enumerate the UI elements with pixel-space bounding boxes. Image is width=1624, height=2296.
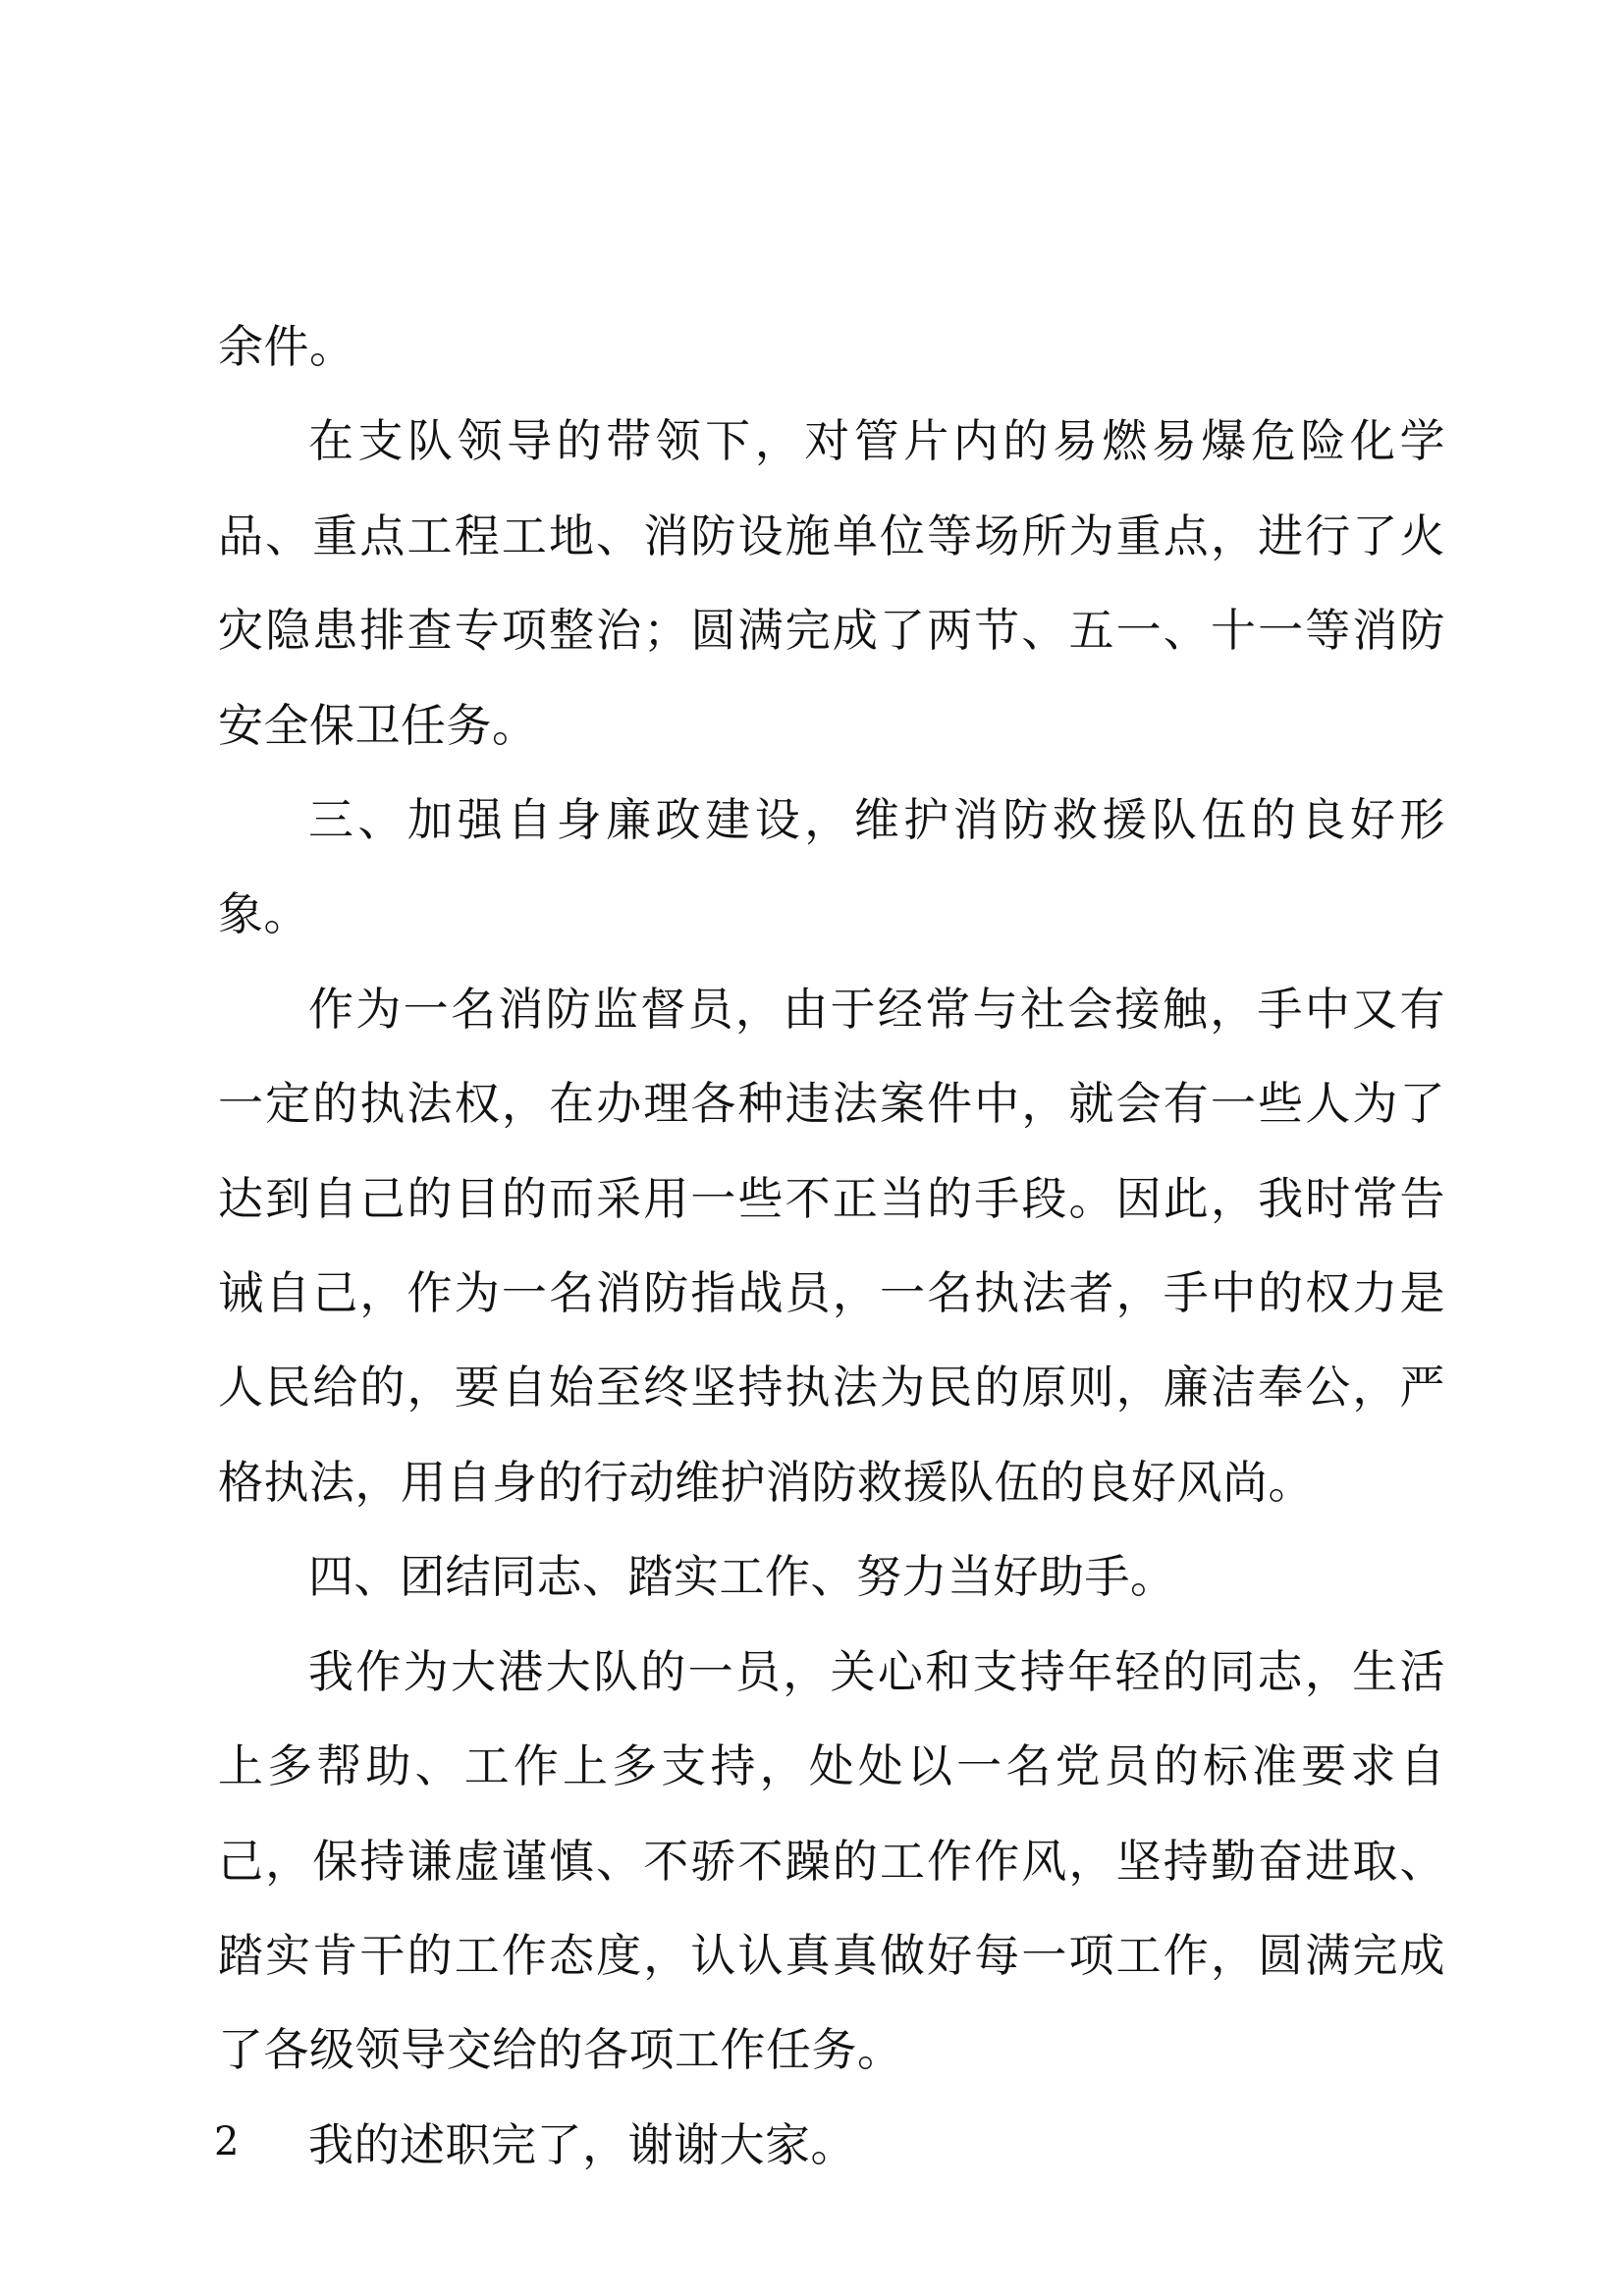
body-text xyxy=(218,299,1445,2192)
paragraph-continuation: 余件。 xyxy=(218,320,355,373)
section-heading-unity: 四、团结同志、踏实工作、努力当好助手。 xyxy=(308,1550,1176,1604)
paragraph-closing: 我的述职完了，谢谢大家。 xyxy=(308,2117,856,2171)
page-number: 2 xyxy=(214,2119,240,2164)
paragraph-integrity: 作为一名消防监督员，由于经常与社会接触，手中又有一定的执法权，在办理各种违法案件中，就会有一些人为了达到自己的目的而采用一些不正当的手段。因此，我时常告诫自己，作为一名消防指战员，一名执法者，手中的权力是人民给的，要自始至终坚持执法为民的原则，廉洁奉公，严格执法，用自身的行动维护消防救援队伍的良好风尚。 xyxy=(218,982,1445,1509)
section-heading-integrity: 三、加强自身廉政建设，维护消防救援队伍的良好形象。 xyxy=(218,793,1445,941)
paragraph-inspection-work: 在支队领导的带领下，对管片内的易燃易爆危险化学品、重点工程工地、消防设施单位等场所为重点，进行了火灾隐患排查专项整治；圆满完成了两节、五一、十一等消防安全保卫任务。 xyxy=(218,414,1445,752)
paragraph-unity: 我作为大港大队的一员，关心和支持年轻的同志，生活上多帮助、工作上多支持，处处以一名党员的标准要求自己，保持谦虚谨慎、不骄不躁的工作作风，坚持勤奋进取、踏实肯干的工作态度，认认真真做好每一项工作，圆满完成了各级领导交给的各项工作任务。 xyxy=(218,1644,1445,2077)
